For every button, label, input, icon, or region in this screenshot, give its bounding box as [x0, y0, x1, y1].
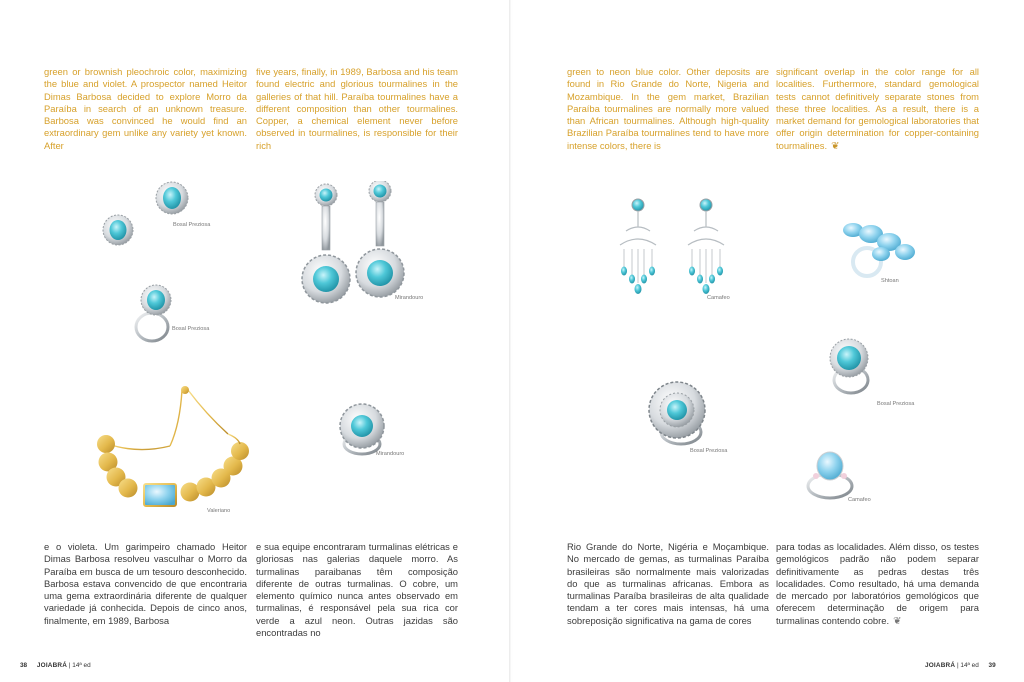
page-number: 39: [988, 662, 996, 669]
cocktail-ring-photo: [831, 218, 923, 282]
bullet-j-icon: ❦: [893, 615, 902, 627]
english-text-column-1-body: green to neon blue color. Other deposits are found in Rio Grande do Norte, Nigeria and Mozambique. In the gem market, Brazilian Paraíba tourmalines are normally more valued than African tourmalines. Although high-quality Brazilian Paraíba tourmalines tend to have more intense colors, there is: [567, 66, 769, 151]
stud-earrings-photo: [98, 176, 198, 254]
issue-number: | 14ª ed: [956, 662, 979, 669]
portuguese-text-column-2-body: para todas as localidades. Além disso, os testes gemológicos padrão não podem separar definitivamente as pedras destas três localidades. Como resultado, há uma demanda de mercado por laboratórios gemológicos que oferecem determinação de origem para turmalinas contendo cobre.: [776, 541, 979, 626]
stud-earring-right: [156, 182, 188, 214]
bracelet-photo: [88, 384, 254, 516]
bullet-j-icon: ❦: [831, 140, 840, 152]
caption-halo-ring: Bosal Preziosa: [172, 326, 210, 332]
english-text-column-2: [776, 66, 979, 153]
drop-earring-left: [302, 184, 350, 303]
caption-stud-earrings: Bosal Preziosa: [173, 222, 211, 228]
chandelier-earring-left: [620, 199, 656, 294]
english-text-column-1: green or brownish pleochroic color, maximizing the blue and violet. A prospector named Heitor Dimas Barbosa decided to explore Morro da Paraíba in search of an unknown treasure. Barbosa was convinced he would find an extraordinary gem unlike any variety yet known. After: [44, 66, 247, 151]
right-page: [513, 0, 1024, 682]
solitaire-ring-photo: [800, 446, 858, 504]
portuguese-text-column-1: Rio Grande do Norte, Nigéria e Moçambique. No mercado de gemas, as turmalinas Paraíba brasileiras são normalmente mais valorizadas do que as turmalinas africanas. Embora as turmalinas Paraíba brasileiras de alta qualidade tendam a ter cores mais intensas, há uma sobreposição significativa na gama de cores: [567, 541, 769, 626]
halo-ring-photo: [819, 336, 881, 398]
cluster-ring-photo: [332, 400, 394, 458]
chandelier-earrings-photo: [618, 197, 748, 309]
english-text-column-1: [567, 66, 769, 152]
portuguese-text-column-1: e o violeta. Um garimpeiro chamado Heitor Dimas Barbosa resolveu vasculhar o Morro da Paraíba em busca de um tesouro desconhecido. Barbosa estava convencido de que encontraria uma gema extraordinária diferente de qualquer variedade já conhecida. Depois de cinco anos, finalmente, em 1989, Barbosa: [44, 541, 247, 626]
magazine-name: JOIABRÁ: [925, 662, 956, 669]
portuguese-text-column-2: [776, 541, 979, 628]
halo-ring-photo: [130, 280, 182, 346]
drop-earrings-photo: [300, 181, 410, 315]
caption-cocktail-ring: Shtoan: [881, 278, 899, 284]
stud-earring-left: [103, 215, 133, 245]
caption-halo-ring: Bosal Preziosa: [877, 401, 915, 407]
portuguese-text-column-2: e sua equipe encontraram turmalinas elétricas e gloriosas nas galerias daquele morro. As turmalinas paraibanas têm composição diferente de outras turmalinas. O cobre, um elemento químico nunca antes observado em turmalinas, é responsável pela sua rica cor verde a azul neon. Outras jazidas são encontradas no: [256, 541, 458, 639]
caption-bracelet: Valeriano: [207, 508, 231, 514]
magazine-name: JOIABRÁ: [36, 662, 68, 669]
english-text-column-2: five years, finally, in 1989, Barbosa and his team found electric and glorious tourmalines in the galleries of that hill. Paraíba tourmalines have a different composition than other tourmalines. Copper, a chemical element never before observed in tourmalines, is responsible for their rich: [256, 66, 458, 151]
left-page: [0, 0, 511, 682]
caption-drop-earrings: Mirandouro: [395, 295, 424, 301]
english-text-column-2-body: significant overlap in the color range for all localities. Furthermore, standard gemological tests cannot definitively separate stones from these three localities. As a result, there is a market demand for gemological laboratories that offer origin determination for copper-containing tourmalines.: [776, 66, 979, 151]
caption-chandelier-earrings: Camafeo: [707, 295, 730, 301]
chandelier-earring-right: [688, 199, 724, 294]
drop-earring-right: [356, 181, 404, 297]
page-number: 38: [20, 662, 28, 669]
issue-number: | 14ª ed: [68, 662, 91, 669]
flower-ring-photo: [641, 380, 717, 450]
caption-cluster-ring: Mirandouro: [376, 451, 405, 457]
caption-solitaire-ring: Camafeo: [848, 497, 871, 503]
caption-flower-ring: Bosal Preziosa: [690, 448, 728, 454]
folio-right: [925, 662, 1004, 669]
folio-left: [12, 662, 91, 669]
